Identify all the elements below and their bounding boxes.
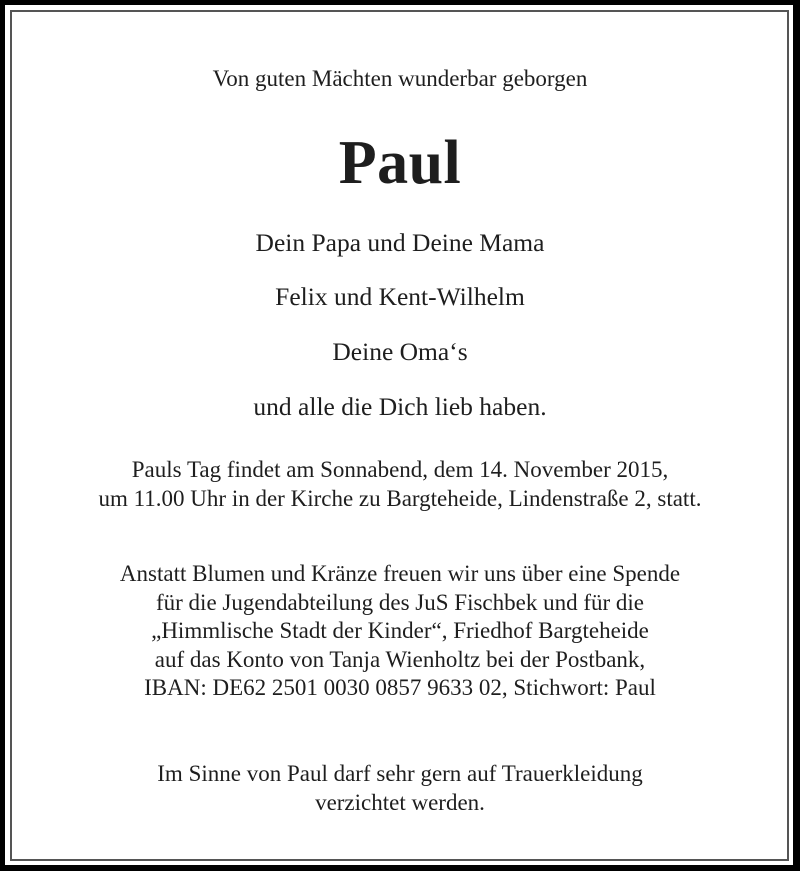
dress-note-line: verzichtet werden. [315,789,485,815]
donation-line: IBAN: DE62 2501 0030 0857 9633 02, Stichwort: Paul [144,675,656,700]
mourner-line: Felix und Kent-Wilhelm [275,282,525,311]
donation-paragraph [0,560,800,703]
donation-line: Anstatt Blumen und Kränze freuen wir uns über eine Spende [119,561,681,586]
donation-line: für die Jugendabteilung des JuS Fischbek und für die [155,589,645,615]
donation-line: „Himmlische Stadt der Kinder“, Friedhof Bargteheide [151,618,649,643]
motto: Von guten Mächten wunderbar geborgen [212,66,588,91]
mourner-line: Deine Oma‘s [332,337,468,366]
service-line: Pauls Tag findet am Sonnabend, dem 14. November 2015, [131,457,669,482]
dress-note-paragraph [0,760,800,817]
donation-line: auf das Konto von Tanja Wienholtz bei der Postbank, [154,646,646,672]
service-line: um 11.00 Uhr in der Kirche zu Bargteheide, Lindenstraße 2, statt. [98,485,702,511]
service-paragraph [0,456,800,513]
mourner-line: und alle die Dich lieb haben. [253,392,547,421]
mourner-line: Dein Papa und Deine Mama [255,228,545,257]
deceased-name: Paul [338,129,462,197]
dress-note-line: Im Sinne von Paul darf sehr gern auf Trauerkleidung [157,761,643,786]
